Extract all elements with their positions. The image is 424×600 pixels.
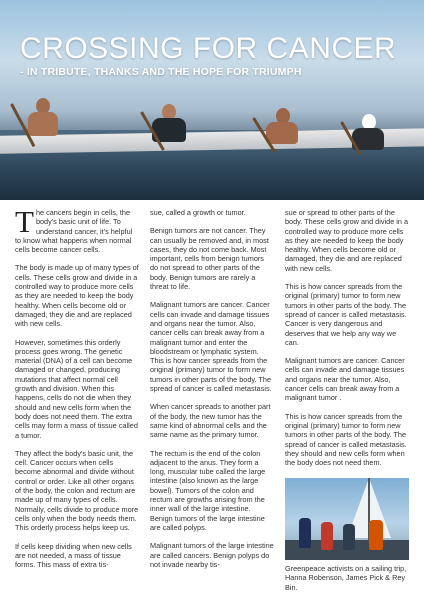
person [299,518,311,548]
person [321,522,333,550]
page-subtitle: - IN TRIBUTE, THANKS AND THE HOPE FOR TRIUMPH [20,66,302,78]
paragraph: They affect the body's basic unit, the cell. Cancer occurs when cells become abnormal and divide without control or order. Like all other organs of the body, the colon and rectum are made up of many types of cells. Normally, cells divide to produce more cells only when the body needs them. This orderly process helps keep us. [15,448,139,533]
page-title: CROSSING FOR CANCER [20,32,397,65]
sailing-photo [285,478,409,560]
paragraph: This is how cancer spreads from the original (primary) tumor to form new tumors in other parts of the body. The spread of cancer is called metastasis. they should and new cells form when the body does not need them. [285,411,407,468]
paragraph: The rectum is the end of the colon adjacent to the anus. They form a long, muscular tube called the large intestine (also known as the large bowel). Tumors of the colon and rectum are growths arising from the inner wall of the large intestine. Benign tumors of the large intestine are called polyps. [150,448,266,532]
paragraph: Malignant tumors of the large intestine are called cancers. Benign polyps do not invade nearby tis- [150,541,274,569]
paragraph: sue or spread to other parts of the body. These cells grow and divide in a controlled way to produce more cells as they are needed to keep the body healthy. When cells become old or damaged, they die and are replaced with new cells. [285,208,409,273]
paragraph: The body is made up of many types of cells. These cells grow and divide in a controlled way to produce more cells as they are needed to keep the body healthy. When cells become old or damaged, they die and are replaced with new cells. [15,263,139,329]
paragraph-text: he cancers begin in cells, the body's basic unit of life. To understand cancer, it's helpful to know what happens when normal cells become cancer cells. [15,208,133,255]
paragraph: However, sometimes this orderly process goes wrong. The genetic material (DNA) of a cell can become damaged or changed, producing mutations that affect normal cell growth and division. When this happens, cells do not die when they should and new cells form when the body does not need them. The extra cells may form a mass of tissue called a tumor. [15,337,138,440]
person [369,520,383,550]
paragraph: Malignant tumors are cancer. Cancer cells can invade and damage tissues and organs near the tumor. Also, cancer cells can break away from a malignant tumor and enter the bloodstream or lymphatic system. This is how cancer spreads from the original (primary) tumor to form new tumors in other parts of the body. The spread of cancer is called metastasis. [150,300,272,394]
photo-caption: Greenpeace activists on a sailing trip, Hanna Robenson, James Pick & Rey Bin. [285,564,407,592]
article-column-2 [150,208,274,596]
person [343,524,355,550]
paragraph: If cells keep dividing when new cells are not needed, a mass of tissue forms. This mass of extra tis- [15,541,132,570]
paragraph [15,208,139,254]
paragraph: Benign tumors are not cancer. They can usually be removed and, in most cases, they do not come back. Most important, cells from benign tumors do not spread to other parts of the body. Benign tumors are rarely a threat to life. [150,226,269,292]
article-body [15,208,409,596]
paragraph: Malignant tumors are cancer. Cancer cells can invade and damage tissues and organs near the tumor. Also, cancer cells can break away from a malignant tumor . [285,356,405,403]
paragraph: When cancer spreads to another part of the body, the new tumor has the same kind of abnormal cells and the same name as the primary tumor. [150,402,271,440]
article-column-3 [285,208,409,596]
paragraph: This is how cancer spreads from the original (primary) tumor to form new tumors in other parts of the body. The spread of cancer is called metastasis. Cancer is very dangerous and deserves that we help any way we can. [285,282,407,347]
drop-cap: T [15,208,34,239]
hero-photo [0,0,424,200]
paragraph: sue, called a growth or tumor. [150,208,246,217]
article-column-1 [15,208,139,596]
